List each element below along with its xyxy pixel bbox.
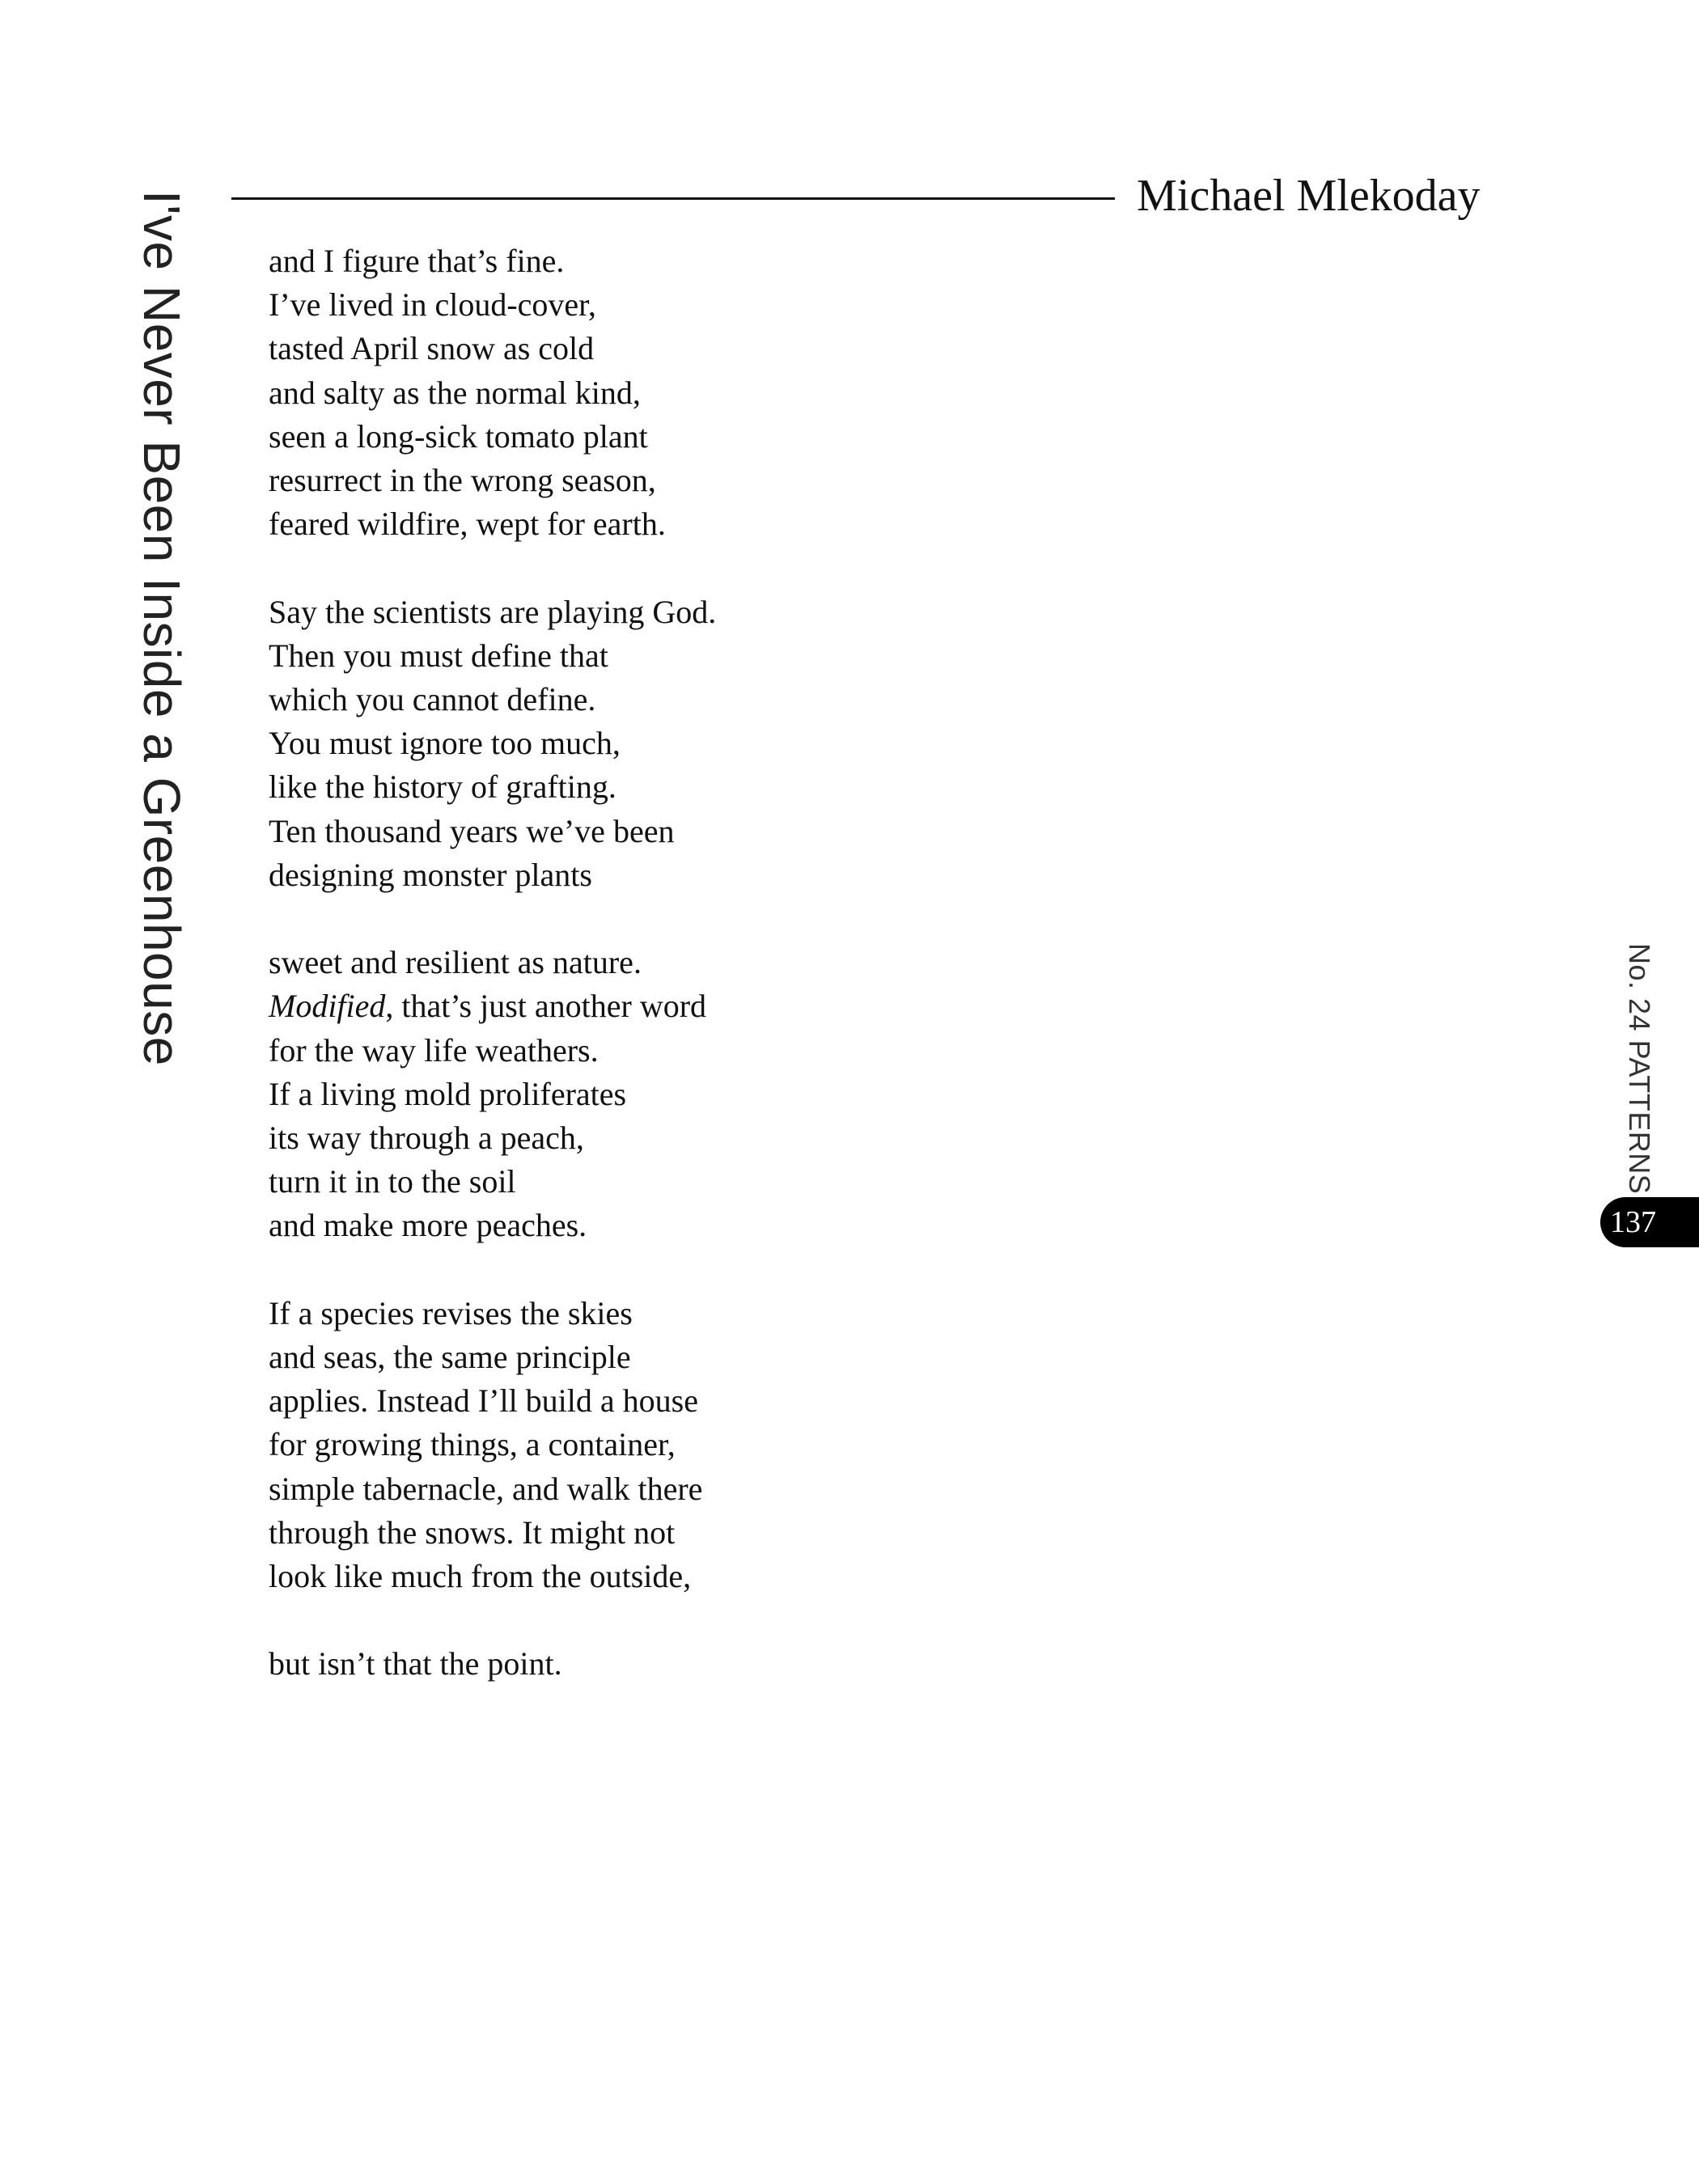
stanza-5 (269, 1642, 997, 1686)
poem-line: Ten thousand years we’ve been (269, 812, 675, 849)
poem-line: and seas, the same principle (269, 1339, 631, 1376)
stanza-4 (269, 1292, 997, 1598)
stanza-3 (269, 941, 997, 1247)
poem-line: its way through a peach, (269, 1120, 584, 1157)
poem-line: I’ve lived in cloud-cover, (269, 286, 596, 324)
poem-line: sweet and resilient as nature. (269, 944, 642, 981)
page-number-badge: 137 (1600, 1197, 1699, 1247)
poem-line: You must ignore too much, (269, 725, 621, 762)
poem-line (269, 984, 997, 1028)
stanza-2 (269, 590, 997, 897)
poem-line: like the history of grafting. (269, 768, 616, 806)
poem-line: for the way life weathers. (269, 1031, 599, 1069)
poem-line: If a species revises the skies (269, 1294, 633, 1331)
poem-line: resurrect in the wrong season, (269, 462, 656, 499)
poem-line: turn it in to the soil (269, 1163, 516, 1200)
poem-body (269, 239, 997, 1730)
italic-word: Modified (269, 988, 386, 1025)
header-rule (231, 197, 1115, 200)
poem-line: and I figure that’s fine. (269, 243, 565, 279)
poem-line: and salty as the normal kind, (269, 374, 641, 411)
poem-title: I've Never Been Inside a Greenhouse (133, 190, 191, 1066)
poem-line: applies. Instead I’ll build a house (269, 1382, 698, 1420)
poem-line: seen a long-sick tomato plant (269, 417, 648, 455)
poem-line: tasted April snow as cold (269, 330, 595, 367)
poem-line: which you cannot define. (269, 681, 596, 718)
poem-line-rest: , that’s just another word (385, 988, 707, 1025)
poem-line: If a living mold proliferates (269, 1075, 627, 1112)
issue-label: No. 24 PATTERNS (1623, 943, 1656, 1195)
poem-line: look like much from the outside, (269, 1558, 692, 1595)
poem-line: but isn’t that the point. (269, 1645, 562, 1682)
poem-line: Say the scientists are playing God. (269, 593, 717, 630)
poem-line: feared wildfire, wept for earth. (269, 506, 666, 543)
poem-line: designing monster plants (269, 856, 592, 893)
stanza-1 (269, 239, 997, 546)
poem-line: Then you must define that (269, 637, 608, 674)
author-name: Michael Mlekoday (1137, 171, 1481, 221)
poem-line: through the snows. It might not (269, 1513, 676, 1551)
poem-line: for growing things, a container, (269, 1426, 676, 1463)
poem-line: and make more peaches. (269, 1207, 587, 1244)
poem-line: simple tabernacle, and walk there (269, 1470, 703, 1507)
